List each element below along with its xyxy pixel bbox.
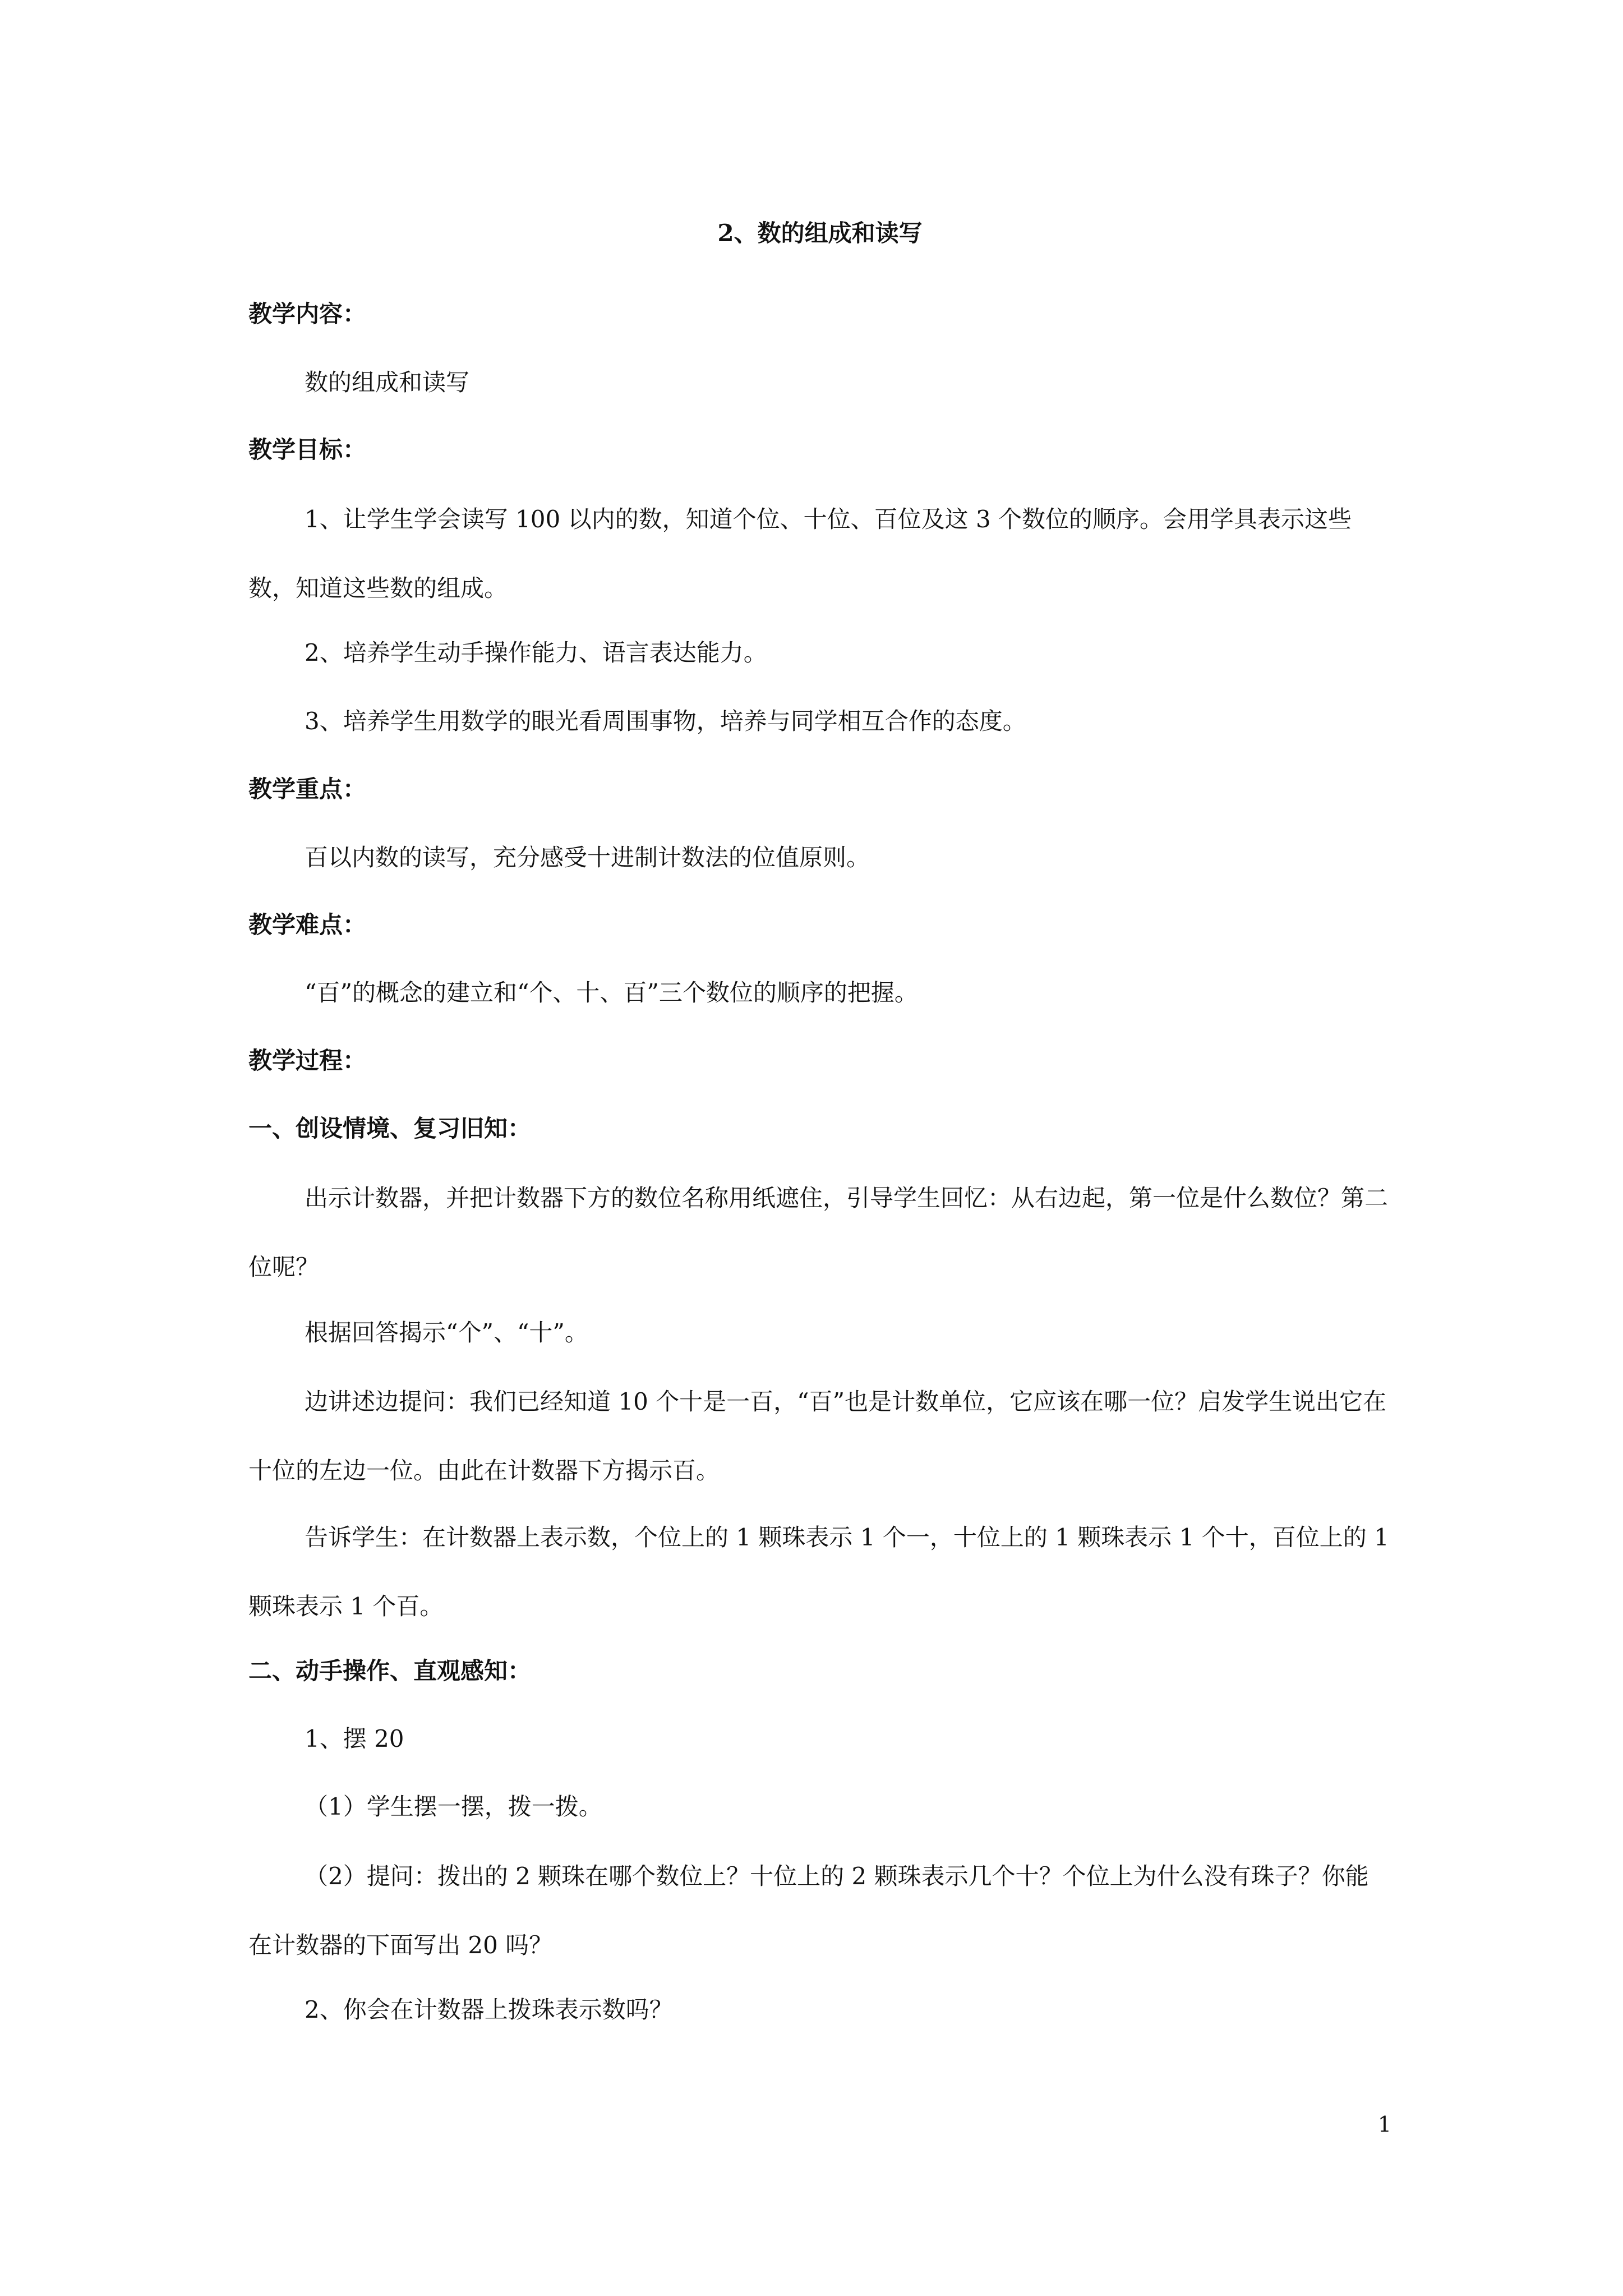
step-2: 2、你会在计数器上拨珠表示数吗？ [305,1996,673,2023]
step-1b: （2）提问：拨出的 2 颗珠在哪个数位上？十位上的 2 颗珠表示几个十？个位上为什么没有珠子？你能在计数器的下面写出 20 吗？ [248,1862,1369,1959]
difficult-points-text: “百”的概念的建立和“个、十、百”三个数位的顺序的把握。 [305,979,918,1006]
goal-1: 1、让学生学会读写 100 以内的数，知道个位、十位、百位及这 3 个数位的顺序。会用学具表示这些数，知道这些数的组成。 [248,505,1352,602]
heading-process: 教学过程： [248,1047,367,1074]
part1-paragraph-3: 边讲述边提问：我们已经知道 10 个十是一百，“百”也是计数单位，它应该在哪一位？启发学生说出它在十位的左边一位。由此在计数器下方揭示百。 [248,1388,1387,1484]
goal-3: 3、培养学生用数学的眼光看周围事物，培养与同学相互合作的态度。 [305,707,1026,735]
step-1: 1、摆 20 [305,1725,404,1752]
heading-goals: 教学目标： [248,436,367,463]
part1-paragraph-2: 根据回答揭示“个”、“十”。 [305,1319,588,1346]
part1-paragraph-4: 告诉学生：在计数器上表示数，个位上的 1 颗珠表示 1 个一，十位上的 1 颗珠表示 1 个十，百位上的 1 颗珠表示 1 个百。 [248,1524,1389,1620]
heading-difficult-points: 教学难点： [248,911,367,938]
part1-paragraph-1: 出示计数器，并把计数器下方的数位名称用纸遮住，引导学生回忆：从右边起，第一位是什么数位？第二位呢？ [248,1184,1389,1281]
page-number: 1 [1377,2112,1391,2137]
content-text: 数的组成和读写 [305,369,470,396]
document-title: 2、数的组成和读写 [717,219,923,247]
heading-key-points: 教学重点： [248,775,367,803]
key-points-text: 百以内数的读写，充分感受十进制计数法的位值原则。 [305,844,870,871]
heading-part-2: 二、动手操作、直观感知： [248,1657,532,1685]
heading-content: 教学内容： [248,300,367,328]
step-1a: （1）学生摆一摆，拨一拨。 [305,1793,602,1820]
heading-part-1: 一、创设情境、复习旧知： [248,1115,532,1142]
goal-2: 2、培养学生动手操作能力、语言表达能力。 [305,639,767,666]
